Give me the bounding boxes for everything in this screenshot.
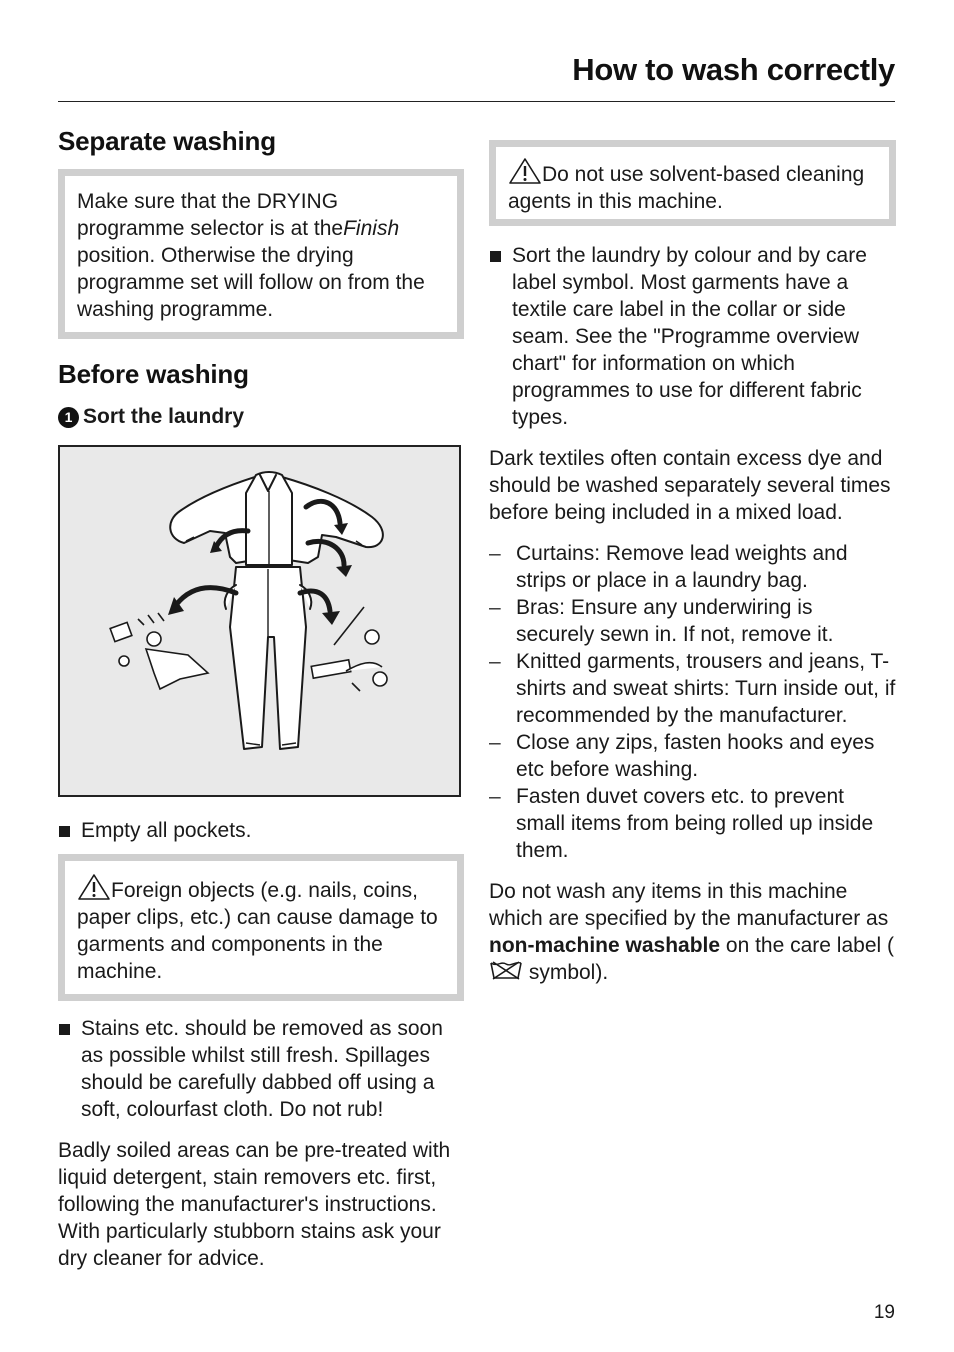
dash-item-text: Bras: Ensure any underwiring is securely sewn in. If not, remove it. bbox=[516, 596, 834, 646]
dash-item-text: Curtains: Remove lead weights and strips or place in a laundry bag. bbox=[516, 542, 848, 592]
empty-pockets-list bbox=[58, 817, 464, 844]
square-bullet-icon bbox=[59, 1024, 70, 1035]
square-bullet-icon bbox=[59, 826, 70, 837]
solvent-warning-box bbox=[489, 140, 896, 226]
warning-triangle-icon bbox=[508, 157, 542, 185]
section-title-before-washing: Before washing bbox=[58, 359, 249, 389]
list-item bbox=[489, 242, 896, 431]
step-number-badge: 1 bbox=[58, 407, 79, 428]
drying-note-box bbox=[58, 169, 464, 339]
page-title: How to wash correctly bbox=[572, 52, 895, 87]
list-item bbox=[489, 729, 896, 783]
dash-bullet-icon: – bbox=[489, 542, 501, 565]
list-item bbox=[58, 817, 464, 844]
list-item bbox=[489, 783, 896, 864]
sort-list bbox=[489, 242, 896, 431]
left-column bbox=[58, 120, 464, 1272]
do-not-wash-icon bbox=[489, 960, 523, 981]
non-machine-text-3: symbol). bbox=[523, 961, 609, 984]
dash-bullet-icon: – bbox=[489, 785, 501, 808]
list-item bbox=[58, 1015, 464, 1123]
dash-bullet-icon: – bbox=[489, 596, 501, 619]
drying-note-text-2: position. Otherwise the drying programme set will follow on from the washing programme. bbox=[77, 244, 425, 321]
garment-pockets-illustration bbox=[60, 447, 459, 795]
non-machine-text-2: on the care label ( bbox=[720, 934, 894, 957]
stains-text: Stains etc. should be removed as soon as possible whilst still fresh. Spillages should be carefully dabbed off using a soft, colourfast cloth. Do not rub! bbox=[81, 1017, 443, 1121]
solvent-warning-text: Do not use solvent-based cleaning agents in this machine. bbox=[508, 163, 865, 213]
dash-item-text: Fasten duvet covers etc. to prevent small items from being rolled up inside them. bbox=[516, 785, 874, 862]
header-rule bbox=[58, 101, 895, 102]
page-number: 19 bbox=[873, 1302, 895, 1323]
non-machine-text-1: Do not wash any items in this machine which are specified by the manufacturer as bbox=[489, 880, 889, 930]
dash-item-text: Knitted garments, trousers and jeans, T-shirts and sweat shirts: Turn inside out, if recommended by the manufacturer. bbox=[516, 650, 896, 727]
dash-item-text: Close any zips, fasten hooks and eyes etc before washing. bbox=[516, 731, 875, 781]
non-machine-washable-bold: non-machine washable bbox=[489, 934, 721, 957]
right-column bbox=[489, 140, 896, 986]
step-heading bbox=[58, 405, 464, 429]
drying-note-text-1: Make sure that the DRYING programme selector is at the bbox=[77, 190, 344, 240]
dark-textiles-paragraph: Dark textiles often contain excess dye and should be washed separately several times before being included in a mixed load. bbox=[489, 447, 891, 524]
list-item bbox=[489, 540, 896, 594]
warning-triangle-icon bbox=[77, 873, 111, 901]
section-title-separate-washing: Separate washing bbox=[58, 126, 276, 156]
list-item bbox=[489, 594, 896, 648]
empty-pockets-text: Empty all pockets. bbox=[81, 819, 252, 842]
non-machine-washable-paragraph bbox=[489, 878, 896, 986]
dash-bullet-icon: – bbox=[489, 731, 501, 754]
foreign-objects-warning-box bbox=[58, 854, 464, 1001]
laundry-illustration bbox=[58, 445, 461, 797]
square-bullet-icon bbox=[490, 251, 501, 262]
badly-soiled-paragraph: Badly soiled areas can be pre-treated with liquid detergent, stain removers etc. first, following the manufacturer's instructions. With particularly stubborn stains ask your dry cleaner for advice. bbox=[58, 1139, 451, 1270]
sort-laundry-text: Sort the laundry by colour and by care label symbol. Most garments have a textile care label in the collar or side seam. See the "Programme overview chart" for information on which programmes to use for different fabric types. bbox=[512, 244, 867, 429]
list-item bbox=[489, 648, 896, 729]
finish-position-label: Finish bbox=[343, 217, 400, 240]
foreign-objects-warning-text: Foreign objects (e.g. nails, coins, paper clips, etc.) can cause damage to garments and components in the machine. bbox=[77, 879, 438, 983]
preparation-dash-list bbox=[489, 540, 896, 864]
stains-list bbox=[58, 1015, 464, 1123]
dash-bullet-icon: – bbox=[489, 650, 501, 673]
step-title: Sort the laundry bbox=[83, 405, 245, 428]
